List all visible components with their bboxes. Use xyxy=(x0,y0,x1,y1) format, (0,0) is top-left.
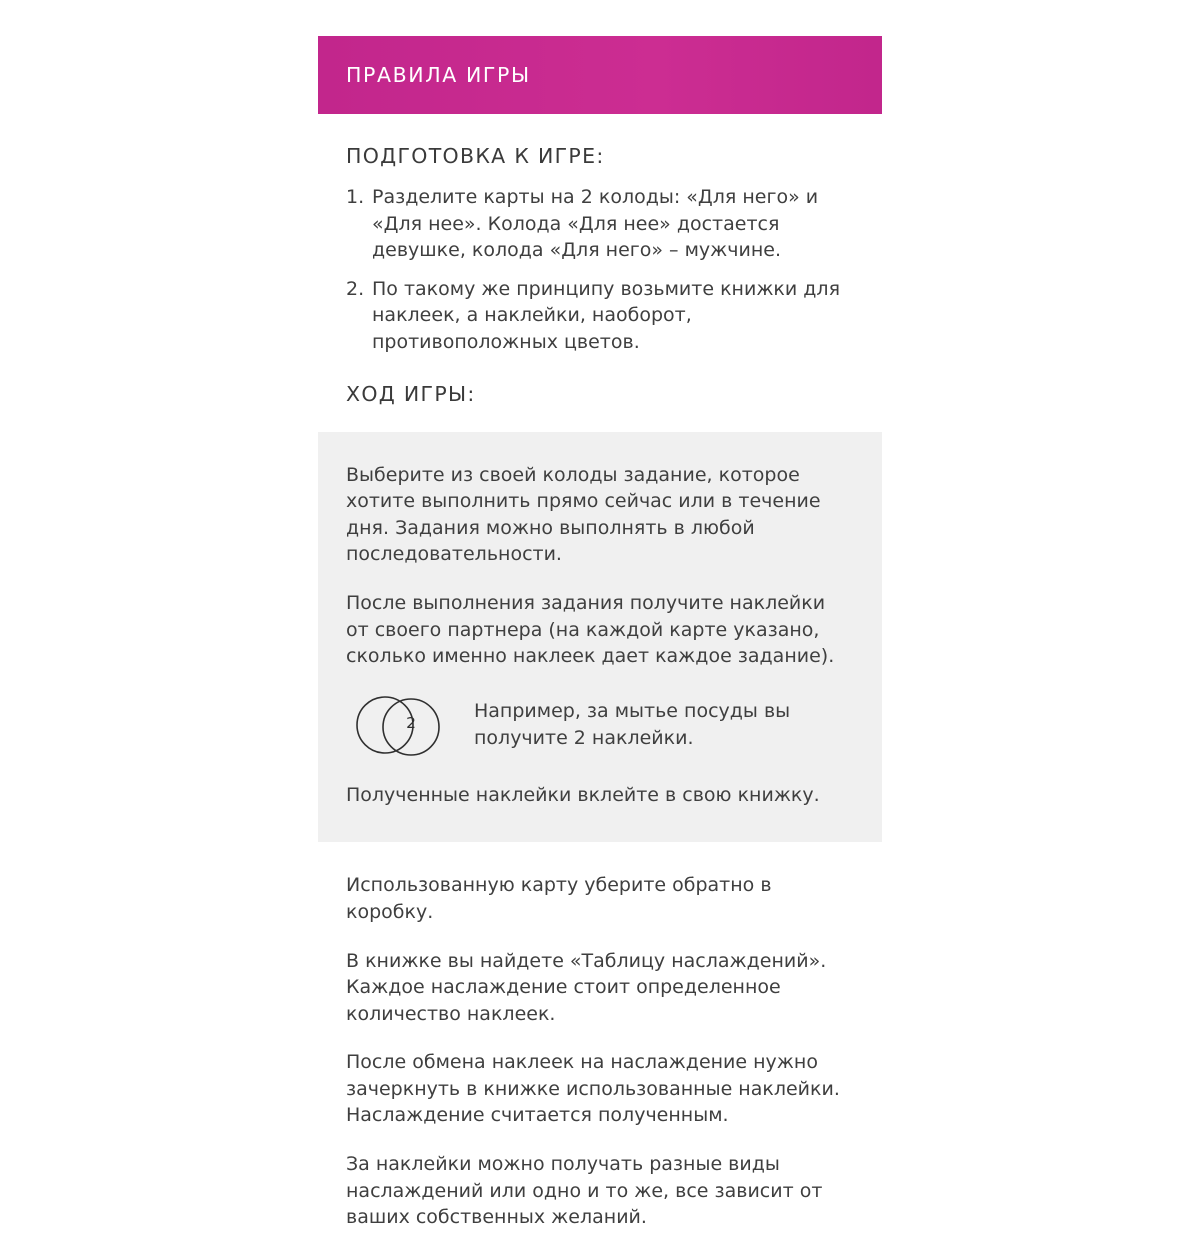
example-row xyxy=(346,692,852,758)
section-gameplay xyxy=(318,432,882,843)
rewards-paragraph: За наклейки можно получать разные виды наслаждений или одно и то же, все зависит от ваших собственных желаний. xyxy=(346,1153,823,1229)
gameplay-heading: ХОД ИГРЫ: xyxy=(346,381,476,406)
rewards-paragraph: Использованную карту уберите обратно в коробку. xyxy=(346,874,772,923)
rewards-paragraph: В книжке вы найдете «Таблицу наслаждений». Каждое наслаждение стоит определенное количество наклеек. xyxy=(346,949,827,1025)
preparation-heading: ПОДГОТОВКА К ИГРЕ: xyxy=(346,144,605,168)
gameplay-paragraph: Выберите из своей колоды задание, которое хотите выполнить прямо сейчас или в течение дня. Задания можно выполнять в любой последовательности. xyxy=(346,463,821,566)
preparation-steps xyxy=(346,184,852,356)
rules-header xyxy=(318,36,882,114)
example-text: Например, за мытье посуды вы получите 2 наклейки. xyxy=(474,700,791,749)
list-item: Разделите карты на 2 колоды: «Для него» и «Для нее». Колода «Для нее» достается девушке, колода «Для него» – мужчине. xyxy=(372,186,819,262)
page-title: ПРАВИЛА ИГРЫ xyxy=(346,63,531,87)
sticker-count-value: 2 xyxy=(406,713,416,732)
rewards-paragraph: После обмена наклеек на наслаждение нужно зачеркнуть в книжке использованные наклейки. Наслаждение считается полученным. xyxy=(346,1051,840,1127)
section-rewards xyxy=(318,842,882,1255)
list-item: По такому же принципу возьмите книжки для наклеек, а наклейки, наоборот, противоположных цветов. xyxy=(372,277,841,353)
gameplay-closing: Полученные наклейки вклейте в свою книжку. xyxy=(346,783,820,806)
sticker-count-icon xyxy=(352,692,452,758)
section-preparation xyxy=(318,114,882,432)
gameplay-paragraph: После выполнения задания получите наклейки от своего партнера (на каждой карте указано, сколько именно наклеек дает каждое задание). xyxy=(346,591,835,668)
rules-card xyxy=(318,36,882,1229)
